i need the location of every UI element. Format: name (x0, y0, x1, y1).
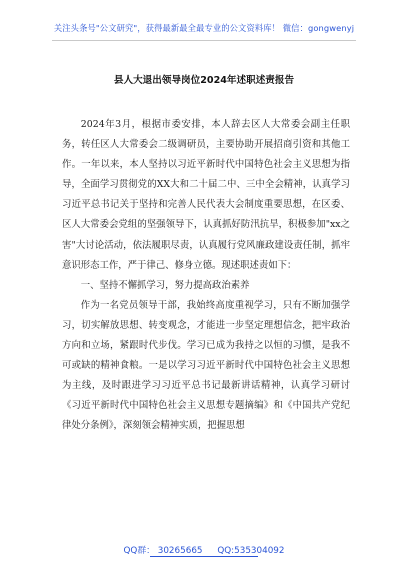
footer-contact (0, 543, 408, 556)
header-divider (52, 40, 356, 41)
footer-qq-group: QQ群： 30265665 (123, 546, 203, 556)
document-body (62, 115, 350, 437)
section-heading-1: 一、坚持不懈抓学习，努力提高政治素养 (80, 279, 250, 291)
footer-qq-number: QQ:535304092 (217, 546, 285, 556)
header-note: 关注头条号"公文研究"，获得最新最全最专业的公文资料库！ 微信：gongwenyj (53, 23, 355, 33)
paragraph-intro: 2024年3月，根据市委安排，本人辞去区人大常委会副主任职务，转任区人大常委会二级调研员，主要协助开展招商引资和其他工作。一年以来，本人坚持以习近平新时代中国特色社会主义思想为指导，全面学习贯彻党的XX大和二十届二中、三中全会精神，认真学习习近平总书记关于坚持和完善人民代表大会制度重要思想，在区委、区人大常委会党组的坚强领导下，认真抓好防汛抗旱，积极参加"xx之害"大讨论活动，依法履职尽责，认真履行党风廉政建设责任制，抓牢意识形态工作，严于律己、修身立德。现述职述责如下： (62, 119, 350, 271)
footer-underline (150, 556, 258, 557)
paragraph-study: 作为一名党员领导干部，我始终高度重视学习，只有不断加强学习，切实解放思想、转变观念，才能进一步坚定理想信念，把牢政治方向和立场，紧跟时代步伐。学习已成为我持之以恒的习惯，是我不可或缺的精神食粮。一是以学习习近平新时代中国特色社会主义思想为主线，及时跟进学习习近平总书记最新讲话精神，认真学习研讨《习近平新时代中国特色社会主义思想专题摘编》和《中国共产党纪律处分条例》，深刻领会精神实质，把握思想 (62, 299, 350, 432)
document-title: 县人大退出领导岗位2024年述职述责报告 (113, 75, 295, 86)
